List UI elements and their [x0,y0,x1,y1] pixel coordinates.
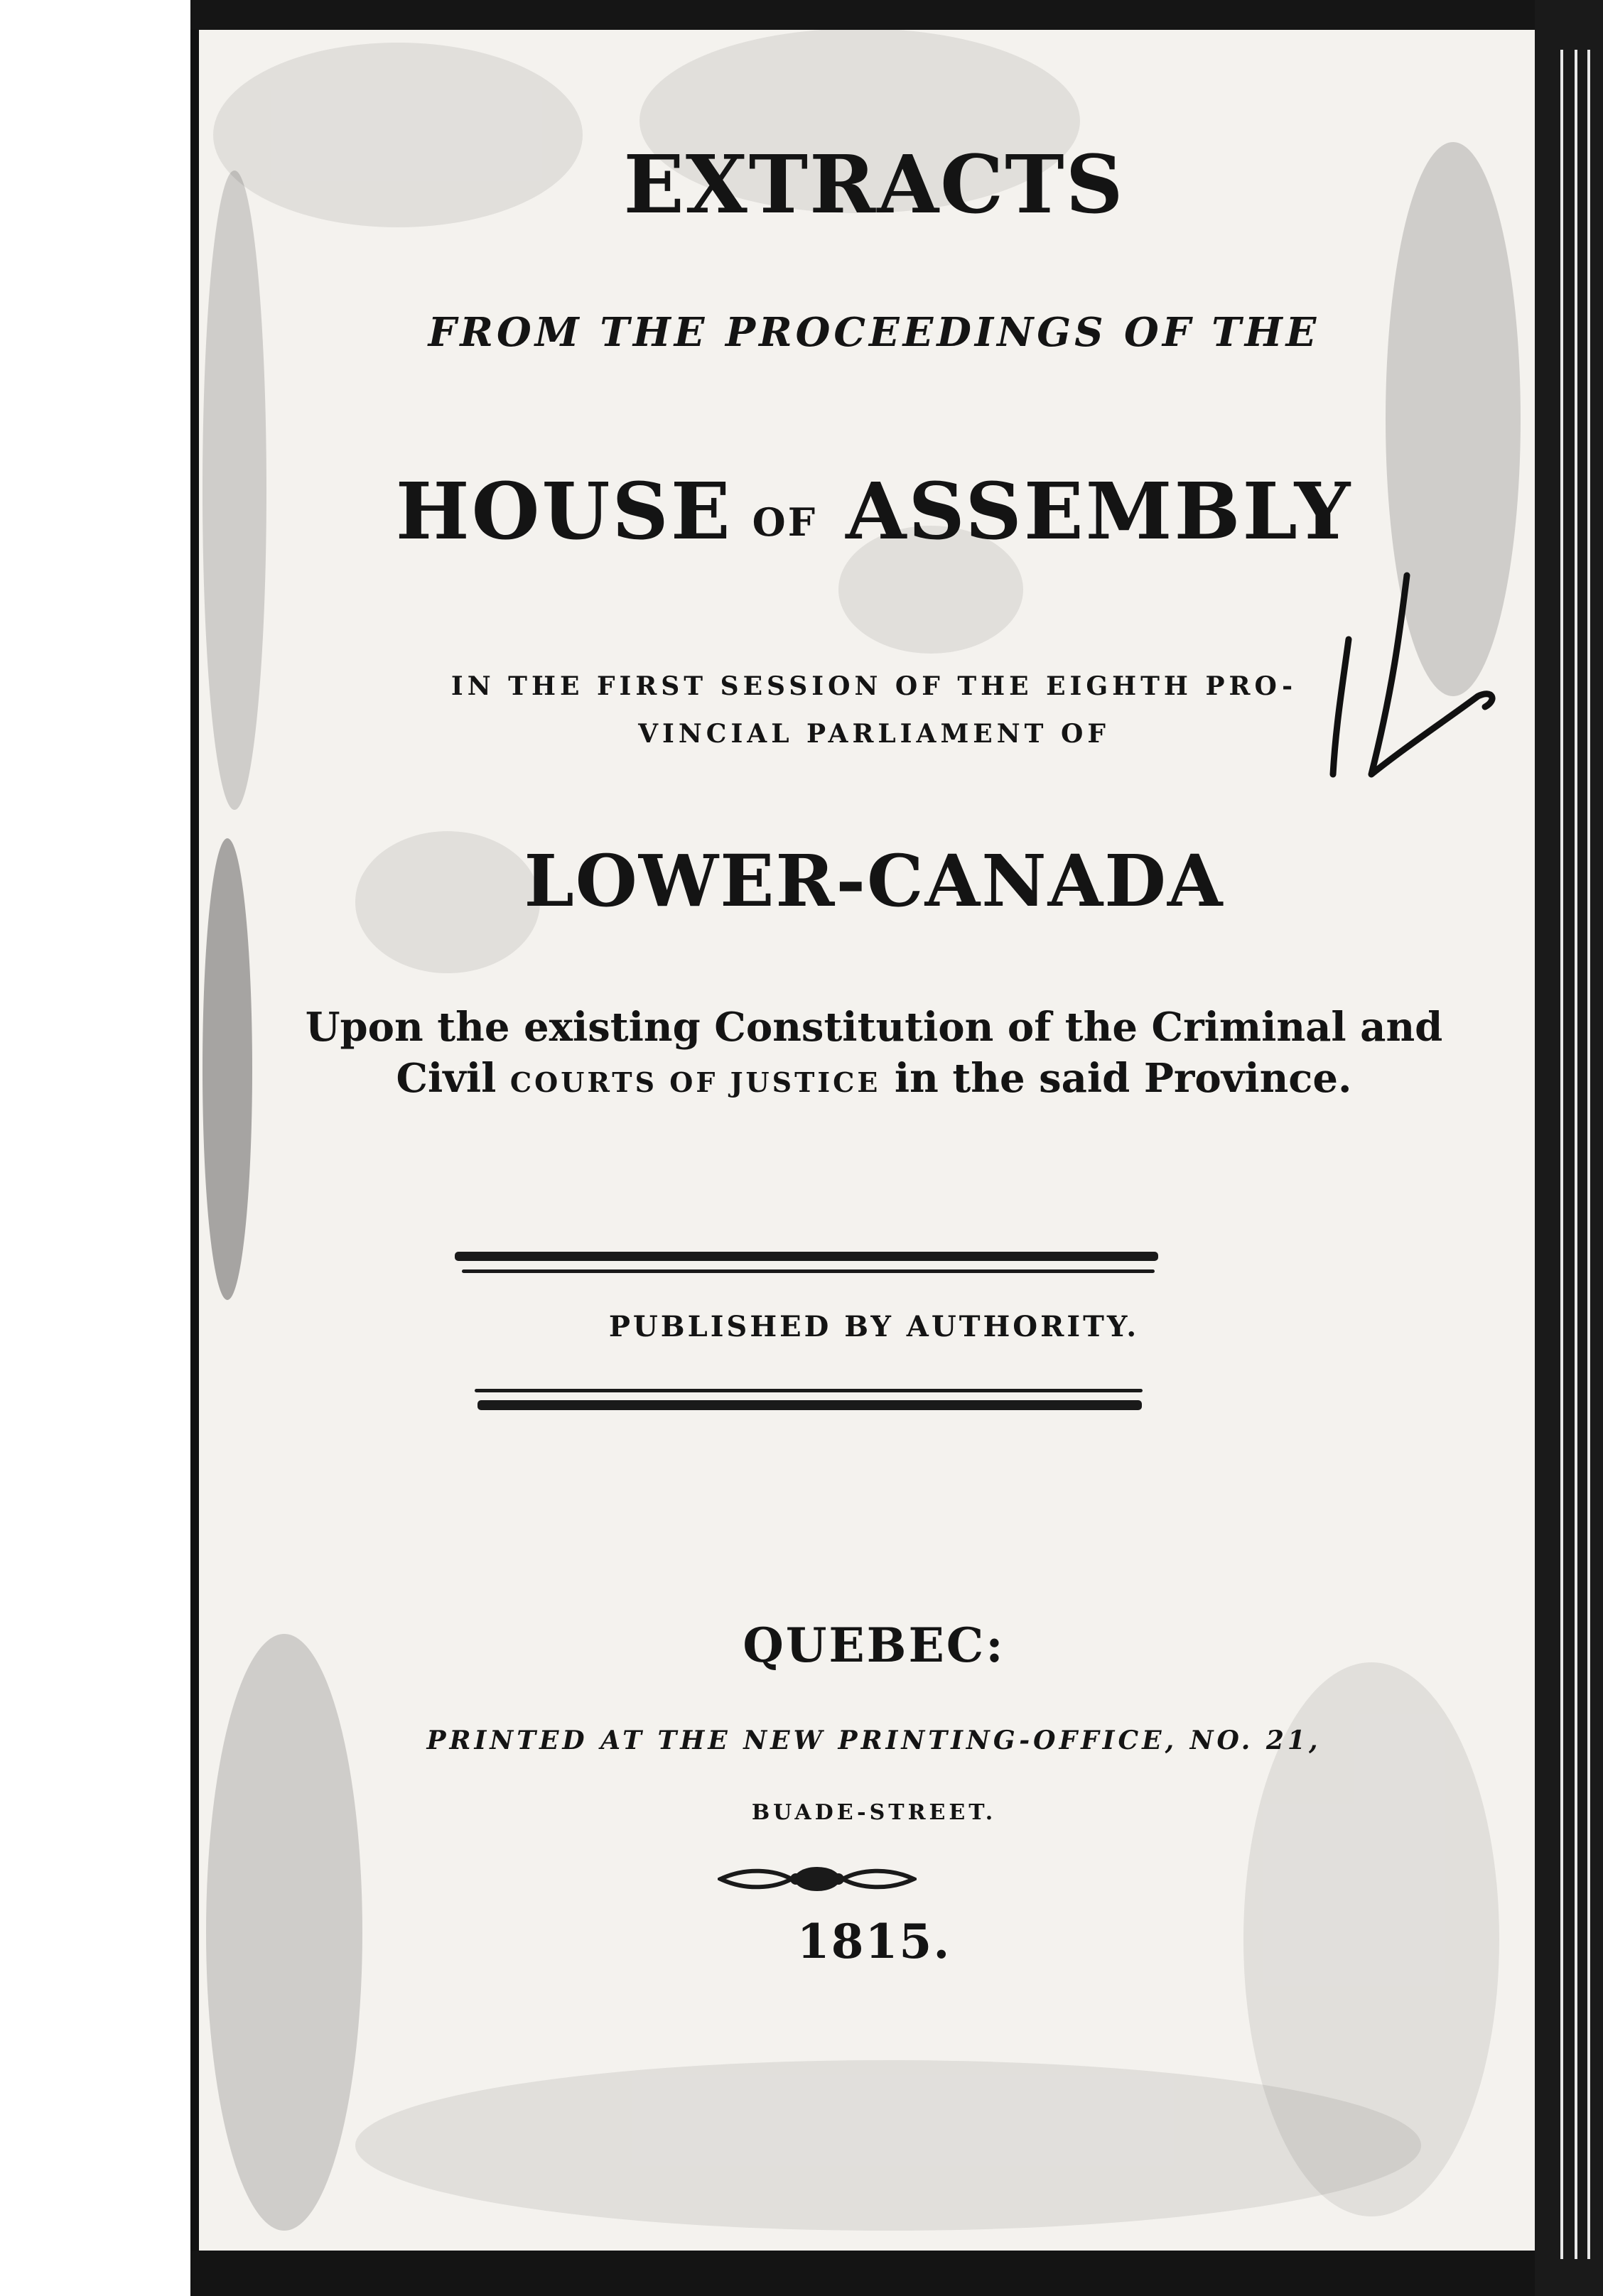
imprint-year: 1815. [797,1914,951,1969]
imprint-city: QUEBEC: [743,1618,1005,1673]
house-heading [199,465,1549,557]
paper-stain [355,2060,1421,2231]
description-courts: COURTS [509,1066,658,1098]
session-line-1: IN THE FIRST SESSION OF THE EIGHTH PRO- [450,671,1297,701]
scan-top-border [190,0,1603,30]
bottom-rule [477,1400,1142,1410]
description-line-1: Upon the existing Constitution of the Criminal and [305,1004,1443,1051]
imprint-printer: PRINTED AT THE NEW PRINTING-OFFICE, NO. 21, [426,1726,1322,1755]
description-justice: JUSTICE [730,1066,881,1098]
ornament-divider [718,1861,917,1897]
published-by-authority: PUBLISHED BY AUTHORITY. [608,1310,1140,1343]
imprint-street: BUADE-STREET. [751,1800,997,1825]
handwritten-checkmark [1315,561,1513,796]
province-heading: LOWER-CANADA [524,839,1224,923]
page-title: EXTRACTS [623,139,1125,232]
description-text: Civil [396,1055,510,1102]
scan-left-border [190,0,199,2296]
top-rule [455,1252,1158,1261]
assembly-word: ASSEMBLY [846,465,1353,557]
top-rule-thin [462,1269,1155,1273]
page-edge-line [1560,50,1563,2259]
page-edge-line [1587,50,1590,2259]
description-text: in the said Province. [880,1055,1352,1102]
session-line-2: VINCIAL PARLIAMENT OF [638,719,1110,749]
description-line-2 [199,1055,1549,1102]
of-word: OF [752,499,818,545]
house-word: HOUSE [395,465,733,557]
bottom-rule-thin [475,1389,1143,1392]
scan-bottom-border [190,2251,1603,2296]
page-edge-line [1575,50,1577,2259]
description-of: OF [657,1066,730,1098]
subtitle: FROM THE PROCEEDINGS OF THE [428,309,1320,356]
